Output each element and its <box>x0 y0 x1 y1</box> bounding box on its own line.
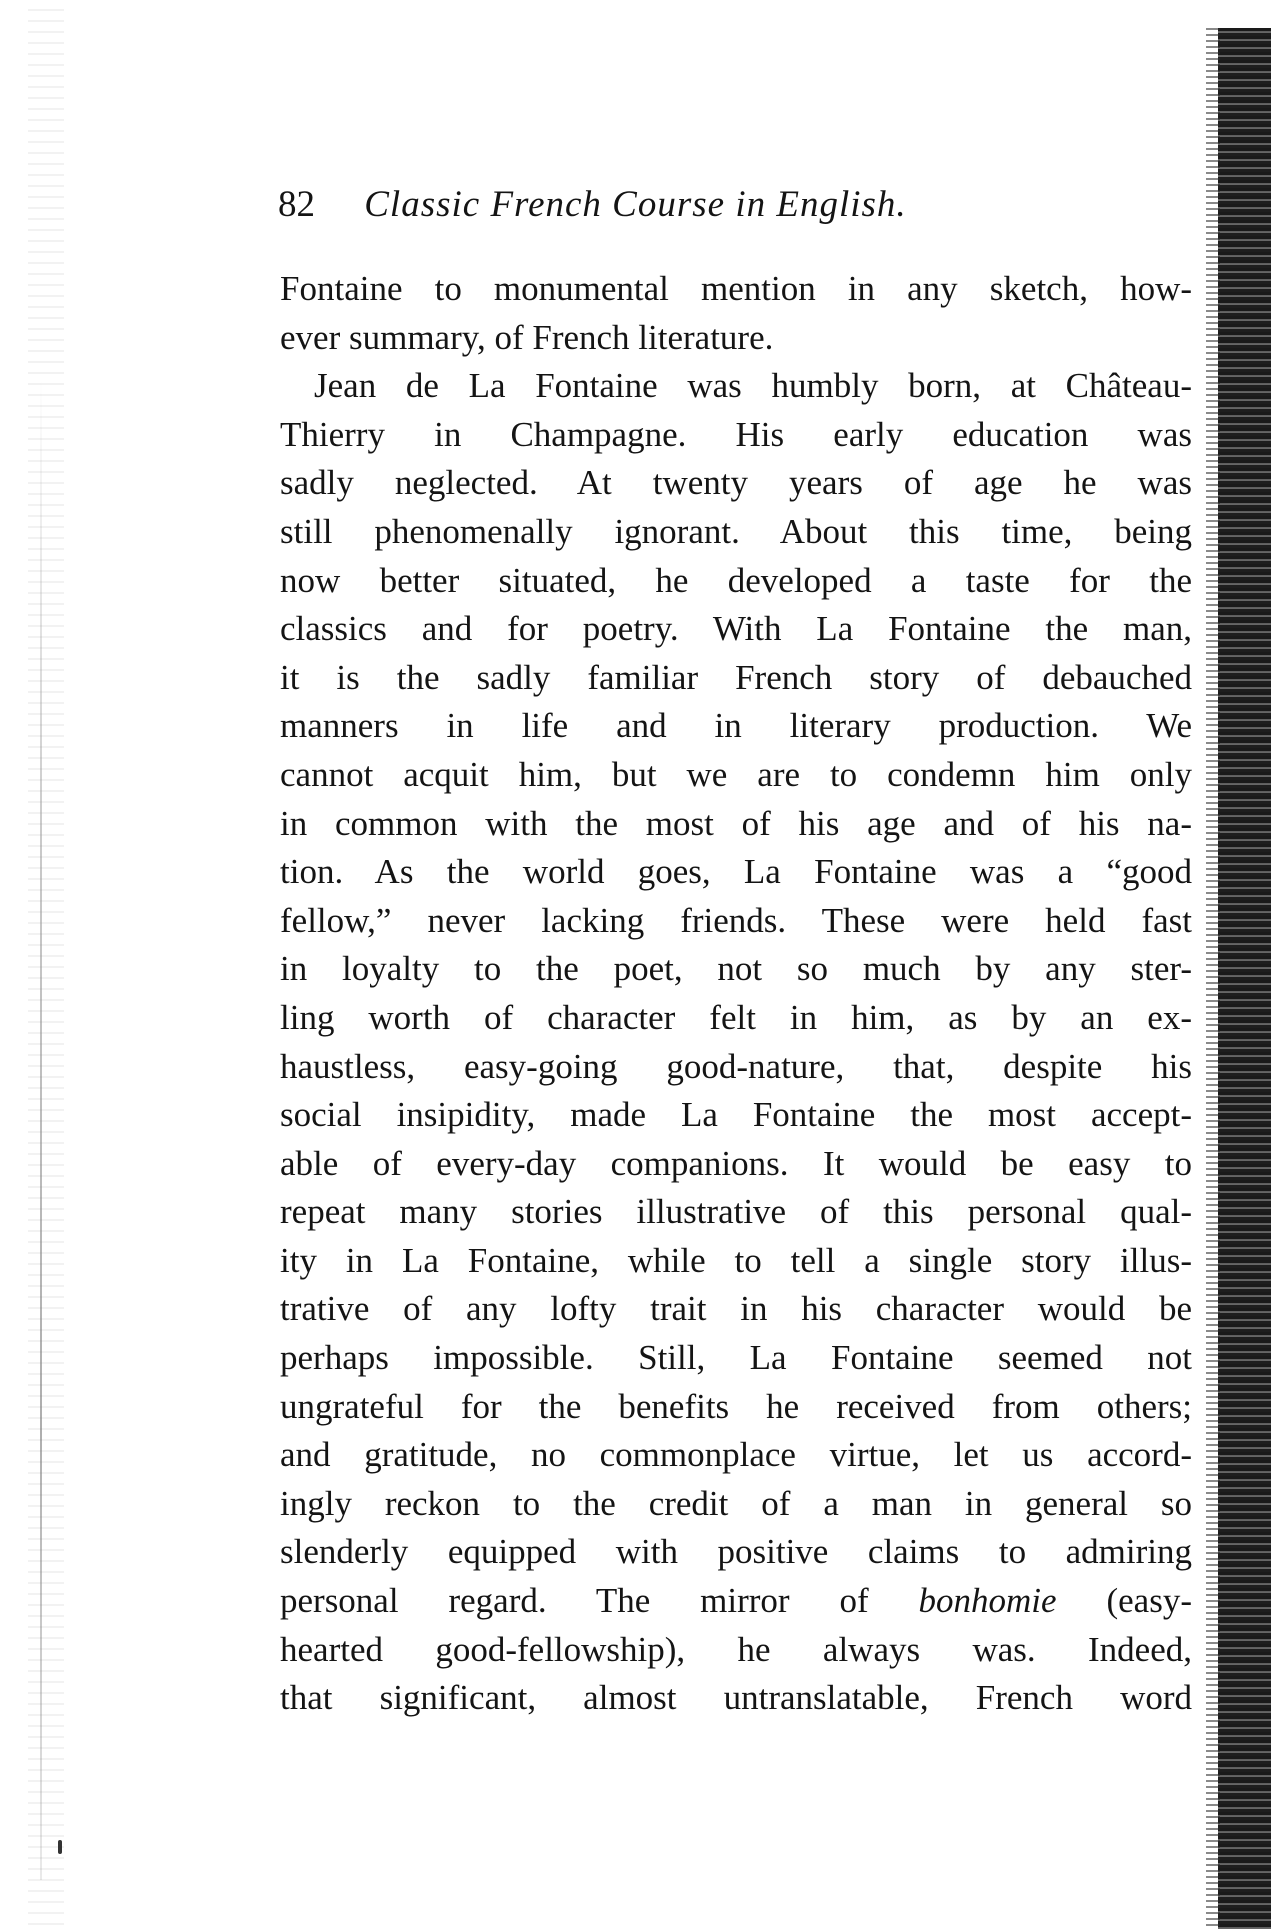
text-line: Jean de La Fontaine was humbly born, at Château- <box>314 366 1192 406</box>
scan-binding-edge <box>1218 28 1271 1929</box>
text-line: cannot acquit him, but we are to condemn him only <box>280 754 1192 794</box>
running-head <box>278 175 1098 235</box>
text-line: manners in life and in literary production. We <box>280 706 1192 746</box>
page-number: 82 <box>278 184 315 225</box>
text-segment: personal regard. The mirror of <box>280 1581 919 1621</box>
scan-ink-mark <box>58 1840 62 1854</box>
text-line: perhaps impossible. Still, La Fontaine seemed not <box>280 1338 1192 1378</box>
text-line: repeat many stories illustrative of this personal qual- <box>280 1192 1192 1232</box>
text-line: sadly neglected. At twenty years of age he was <box>280 463 1192 503</box>
text-segment: (easy- <box>1056 1581 1192 1621</box>
body-text <box>280 265 1192 1723</box>
text-line: in common with the most of his age and of his na- <box>280 803 1192 843</box>
text-line: ling worth of character felt in him, as by an ex- <box>280 997 1192 1037</box>
text-line: hearted good-fellowship), he always was. Indeed, <box>280 1629 1192 1669</box>
text-line: able of every-day companions. It would be easy to <box>280 1143 1192 1183</box>
text-line: Thierry in Champagne. His early education was <box>280 414 1192 454</box>
text-line: ity in La Fontaine, while to tell a single story illus- <box>280 1240 1192 1280</box>
text-line: now better situated, he developed a taste for the <box>280 560 1192 600</box>
text-line: ever summary, of French literature. <box>280 317 774 357</box>
text-line: still phenomenally ignorant. About this time, being <box>280 511 1192 551</box>
italic-term: bonhomie <box>918 1581 1057 1621</box>
text-line: it is the sadly familiar French story of debauched <box>280 657 1192 697</box>
text-line: ingly reckon to the credit of a man in general so <box>280 1483 1192 1523</box>
running-title: Classic French Course in English. <box>364 184 907 225</box>
text-line: and gratitude, no commonplace virtue, let us accord- <box>280 1435 1192 1475</box>
text-line: fellow,” never lacking friends. These were held fast <box>280 900 1192 940</box>
text-line: Fontaine to monumental mention in any sketch, how- <box>280 269 1192 308</box>
text-line: that significant, almost untranslatable, French word <box>280 1678 1192 1718</box>
scan-gutter-left <box>28 0 64 1929</box>
text-line: social insipidity, made La Fontaine the most accept- <box>280 1095 1192 1135</box>
text-line: slenderly equipped with positive claims to admiring <box>280 1532 1192 1572</box>
text-line: trative of any lofty trait in his character would be <box>280 1289 1192 1329</box>
scan-gutter-line <box>40 380 42 1880</box>
text-line: in loyalty to the poet, not so much by any ster- <box>280 949 1192 989</box>
text-line: haustless, easy-going good-nature, that, despite his <box>280 1046 1192 1086</box>
text-line: classics and for poetry. With La Fontaine the man, <box>280 609 1192 649</box>
text-line-mixed <box>280 1577 1192 1626</box>
text-line: ungrateful for the benefits he received from others; <box>280 1386 1192 1426</box>
text-line: tion. As the world goes, La Fontaine was a “good <box>280 852 1192 892</box>
